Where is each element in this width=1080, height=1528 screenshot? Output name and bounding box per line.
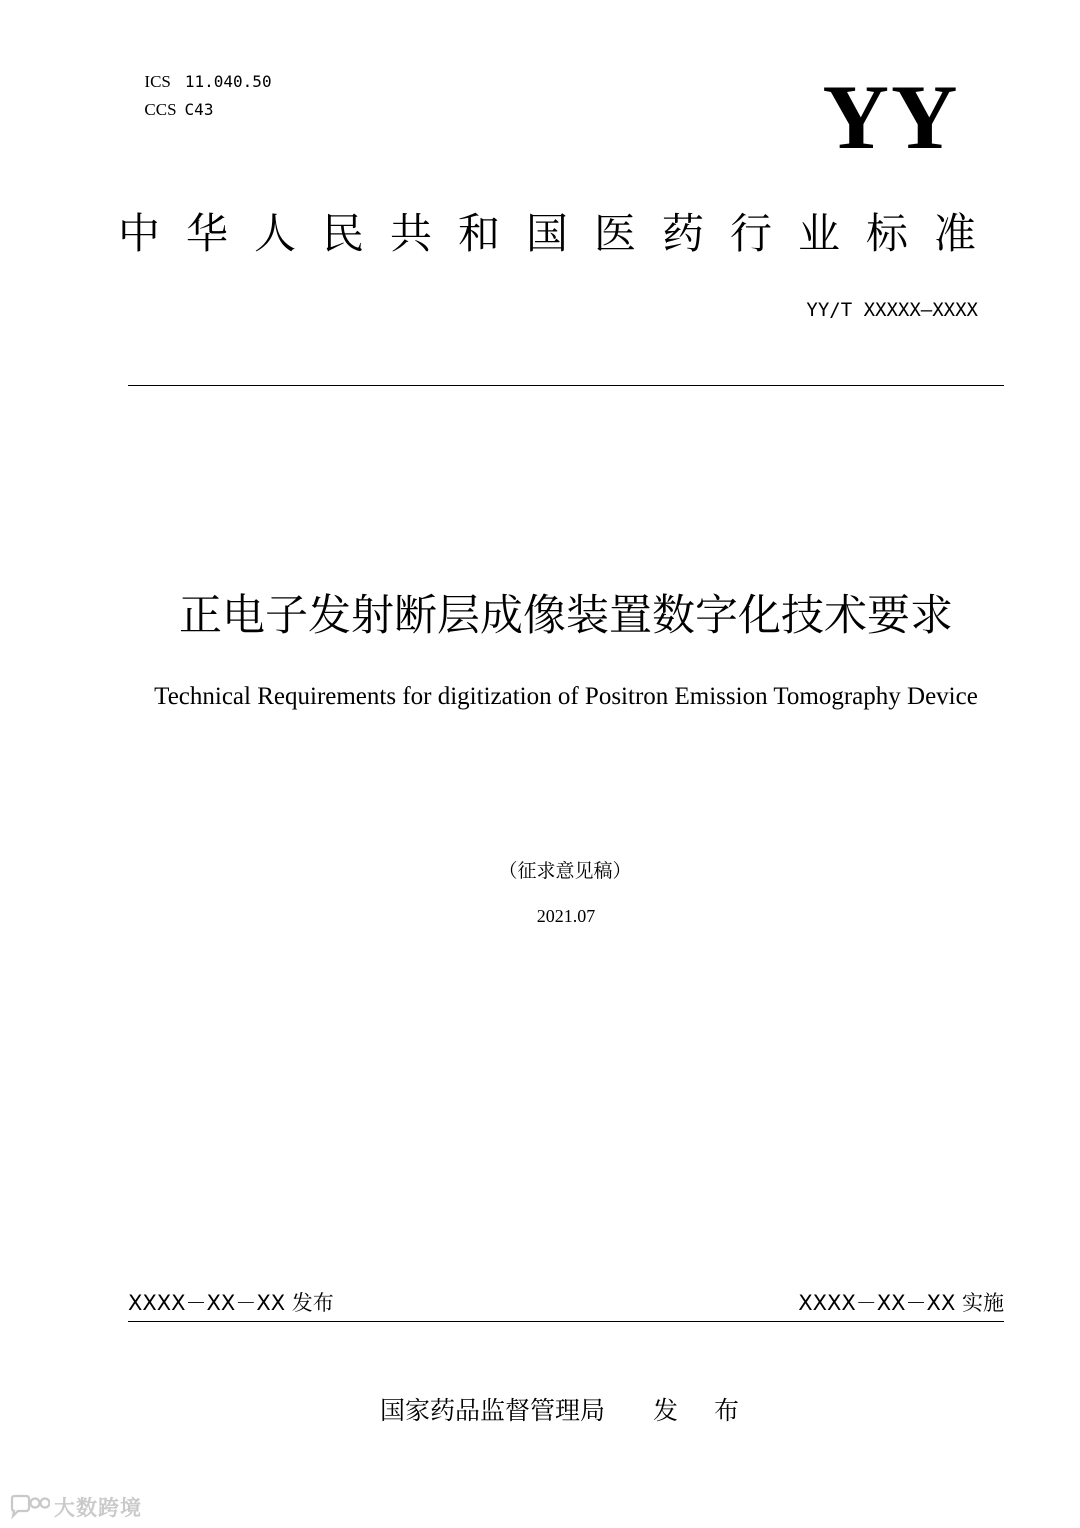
issuer <box>380 1395 753 1427</box>
footer-divider <box>128 1321 1004 1322</box>
draft-status-label: （征求意见稿） <box>498 860 632 882</box>
ccs-code: C43 <box>184 100 214 119</box>
ccs-label: CCS <box>144 100 177 119</box>
standard-category-title: 中华人民共和国医药行业标准 <box>118 209 1003 258</box>
watermark <box>8 1490 142 1524</box>
ics-code: 11.040.50 <box>184 72 272 91</box>
yy-logo: YY <box>822 66 960 168</box>
publish-date: XXXX－XX－XX 发布 <box>128 1291 334 1315</box>
watermark-text: 大数跨境 <box>54 1496 142 1520</box>
issuer-organization: 国家药品监督管理局 <box>380 1396 606 1425</box>
document-title-zh: 正电子发射断层成像装置数字化技术要求 <box>179 591 953 641</box>
ics-label: ICS <box>144 72 171 91</box>
header-divider <box>128 385 1004 386</box>
speech-bubble-logo-icon <box>8 1494 50 1520</box>
ccs-classification <box>124 80 213 122</box>
issuer-action: 发 布 <box>653 1396 753 1425</box>
implement-date: XXXX－XX－XX 实施 <box>798 1291 1004 1315</box>
standard-number: YY/T XXXXX—XXXX <box>806 299 978 321</box>
document-title-en: Technical Requirements for digitization of Positron Emission Tomography Device <box>154 683 978 710</box>
draft-date: 2021.07 <box>536 906 596 926</box>
